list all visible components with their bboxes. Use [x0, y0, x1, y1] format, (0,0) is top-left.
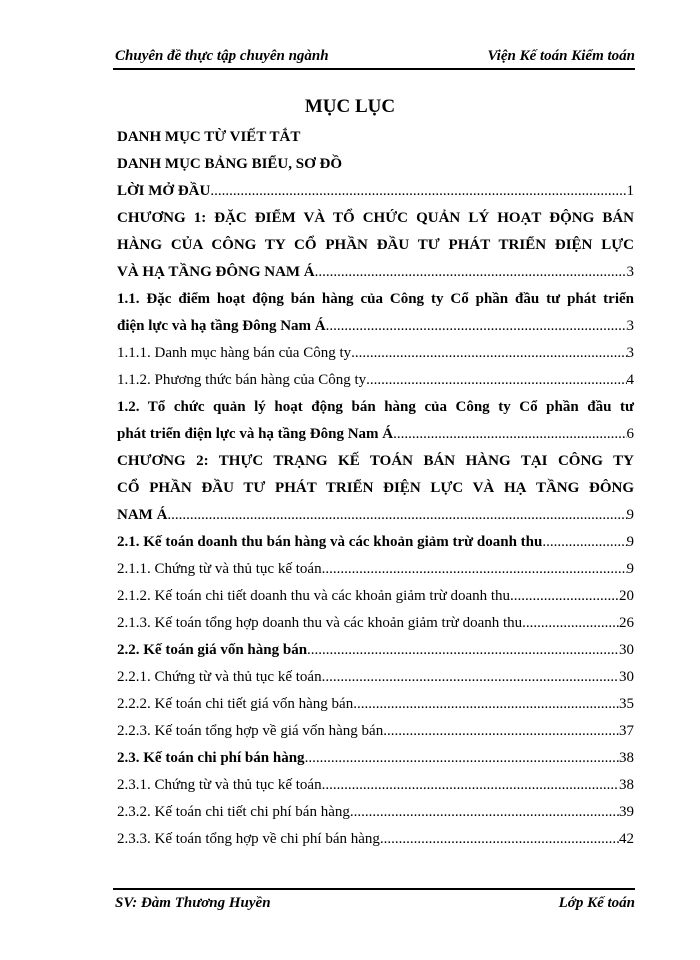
toc-section-1-2-line-1[interactable]: [117, 394, 634, 421]
toc-entry-page: 39: [619, 804, 634, 820]
toc-entry-text: phát triển điện lực và hạ tầng Đông Nam Á: [117, 426, 394, 442]
toc-leader-dots: [366, 367, 626, 394]
toc-section-2-2-2[interactable]: [117, 691, 634, 718]
toc-leader-dots: [350, 799, 619, 826]
toc-leader-dots: [167, 502, 626, 529]
toc-entry-introduction[interactable]: [117, 178, 634, 205]
toc-entry-text: 2.2.2. Kế toán chi tiết giá vốn hàng bán: [117, 696, 354, 712]
toc-entry-text: 1.1.1. Danh mục hàng bán của Công ty: [117, 345, 352, 361]
toc-entry-text: 1.1.2. Phương thức bán hàng của Công ty: [117, 372, 367, 388]
toc-entry-page: 20: [619, 588, 634, 604]
toc-section-2-2[interactable]: [117, 637, 634, 664]
page-header: [113, 46, 635, 70]
toc-entry-text: 2.3.1. Chứng từ và thủ tục kế toán: [117, 777, 322, 793]
toc-leader-dots: [326, 313, 627, 340]
toc-entry-text: 2.2. Kế toán giá vốn hàng bán: [117, 642, 308, 658]
toc-entry-text: 2.1.3. Kế toán tổng hợp doanh thu và các khoản giảm trừ doanh thu: [117, 615, 523, 631]
toc-entry-text: VÀ HẠ TẦNG ĐÔNG NAM Á: [117, 264, 315, 280]
toc-section-2-1-2[interactable]: [117, 583, 634, 610]
toc-entry-text: 2.3.2. Kế toán chi tiết chi phí bán hàng: [117, 804, 350, 820]
toc-section-1-2-line-2[interactable]: [117, 421, 634, 448]
toc-entry-page: 9: [626, 534, 634, 550]
toc-entry-page: 3: [626, 318, 634, 334]
toc-section-2-1-1[interactable]: [117, 556, 634, 583]
toc-entry-page: 30: [619, 669, 634, 685]
toc-entry-text: 2.2.3. Kế toán tổng hợp về giá vốn hàng bán: [117, 723, 384, 739]
toc-leader-dots: [383, 718, 619, 745]
toc-entry-page: 38: [619, 777, 634, 793]
toc-entry-text: NAM Á: [117, 507, 168, 523]
toc-entry-page: 38: [619, 750, 634, 766]
toc-entry-page: 26: [619, 615, 634, 631]
toc-leader-dots: [351, 340, 626, 367]
toc-entry-page: 3: [626, 264, 634, 280]
toc-section-2-1[interactable]: [117, 529, 634, 556]
toc-leader-dots: [315, 259, 627, 286]
toc-leader-dots: [522, 610, 619, 637]
toc-chapter-1-line-2[interactable]: [117, 232, 634, 259]
toc-section-1-1-2[interactable]: [117, 367, 634, 394]
toc-entry-text: 2.1.2. Kế toán chi tiết doanh thu và các khoản giảm trừ doanh thu: [117, 588, 511, 604]
toc-entry-page: 9: [626, 561, 634, 577]
toc-chapter-2-line-2[interactable]: [117, 475, 634, 502]
toc-entry-text: 2.2.1. Chứng từ và thủ tục kế toán: [117, 669, 322, 685]
toc-section-1-1-line-2[interactable]: [117, 313, 634, 340]
toc-entry-page: 4: [626, 372, 634, 388]
toc-entry-text: CHƯƠNG 2: THỰC TRẠNG KẾ TOÁN BÁN HÀNG TẠI CÔNG TY: [117, 453, 634, 469]
toc-leader-dots: [380, 826, 619, 853]
page-title: MỤC LỤC: [304, 96, 396, 117]
toc-section-2-2-3[interactable]: [117, 718, 634, 745]
toc-entry-text: LỜI MỞ ĐẦU: [117, 183, 211, 199]
toc-entry-text: 2.1. Kế toán doanh thu bán hàng và các khoản giảm trừ doanh thu: [117, 534, 543, 550]
toc-leader-dots: [305, 745, 619, 772]
toc-section-2-2-1[interactable]: [117, 664, 634, 691]
toc-chapter-1-line-1[interactable]: [117, 205, 634, 232]
toc-entry-text: điện lực và hạ tầng Đông Nam Á: [117, 318, 326, 334]
toc-entry-text: 1.2. Tổ chức quản lý hoạt động bán hàng của Công ty Cổ phần đầu tư: [117, 399, 634, 415]
toc-entry-text: CỔ PHẦN ĐẦU TƯ PHÁT TRIỂN ĐIỆN LỰC VÀ HẠ TẦNG ĐÔNG: [117, 480, 634, 496]
toc-section-2-3[interactable]: [117, 745, 634, 772]
toc-entry-page: 6: [626, 426, 634, 442]
toc-entry-text: DANH MỤC BẢNG BIỂU, SƠ ĐỒ: [117, 156, 343, 172]
toc-leader-dots: [393, 421, 626, 448]
footer-student-name: SV: Đàm Thương Huyền: [115, 895, 271, 911]
header-institute: Viện Kế toán Kiểm toán: [487, 48, 635, 64]
toc-entry-page: 42: [619, 831, 634, 847]
toc-entry-page: 30: [619, 642, 634, 658]
toc-leader-dots: [322, 772, 619, 799]
toc-entry-tables-figures[interactable]: [117, 151, 634, 178]
page-footer: [113, 888, 635, 916]
header-course-title: Chuyên đề thực tập chuyên ngành: [115, 48, 329, 64]
toc-chapter-2-line-1[interactable]: [117, 448, 634, 475]
toc-entry-text: HÀNG CỦA CÔNG TY CỔ PHẦN ĐẦU TƯ PHÁT TRIỂN ĐIỆN LỰC: [117, 237, 634, 253]
toc-leader-dots: [307, 637, 619, 664]
toc-entry-text: 1.1. Đặc điểm hoạt động bán hàng của Công ty Cổ phần đầu tư phát triển: [117, 291, 634, 307]
footer-class-name: Lớp Kế toán: [558, 895, 635, 911]
toc-section-2-3-3[interactable]: [117, 826, 634, 853]
toc-entry-page: 9: [626, 507, 634, 523]
toc-entry-page: 35: [619, 696, 634, 712]
toc-entry-text: 2.3.3. Kế toán tổng hợp về chi phí bán hàng: [117, 831, 380, 847]
toc-entry-abbreviations[interactable]: [117, 124, 634, 151]
toc-entry-page: 1: [626, 183, 634, 199]
toc-chapter-2-line-3[interactable]: [117, 502, 634, 529]
toc-section-2-3-2[interactable]: [117, 799, 634, 826]
toc-leader-dots: [542, 529, 626, 556]
table-of-contents: [117, 124, 634, 853]
toc-entry-text: 2.1.1. Chứng từ và thủ tục kế toán: [117, 561, 322, 577]
toc-leader-dots: [210, 178, 626, 205]
toc-leader-dots: [510, 583, 619, 610]
toc-entry-text: CHƯƠNG 1: ĐẶC ĐIỂM VÀ TỔ CHỨC QUẢN LÝ HOẠT ĐỘNG BÁN: [117, 210, 634, 226]
toc-chapter-1-line-3[interactable]: [117, 259, 634, 286]
toc-section-2-1-3[interactable]: [117, 610, 634, 637]
toc-leader-dots: [322, 556, 627, 583]
toc-leader-dots: [353, 691, 619, 718]
toc-entry-page: 37: [619, 723, 634, 739]
toc-section-1-1-line-1[interactable]: [117, 286, 634, 313]
toc-entry-text: DANH MỤC TỪ VIẾT TẮT: [117, 129, 301, 145]
toc-leader-dots: [322, 664, 619, 691]
toc-section-1-1-1[interactable]: [117, 340, 634, 367]
toc-entry-text: 2.3. Kế toán chi phí bán hàng: [117, 750, 305, 766]
toc-section-2-3-1[interactable]: [117, 772, 634, 799]
toc-entry-page: 3: [626, 345, 634, 361]
